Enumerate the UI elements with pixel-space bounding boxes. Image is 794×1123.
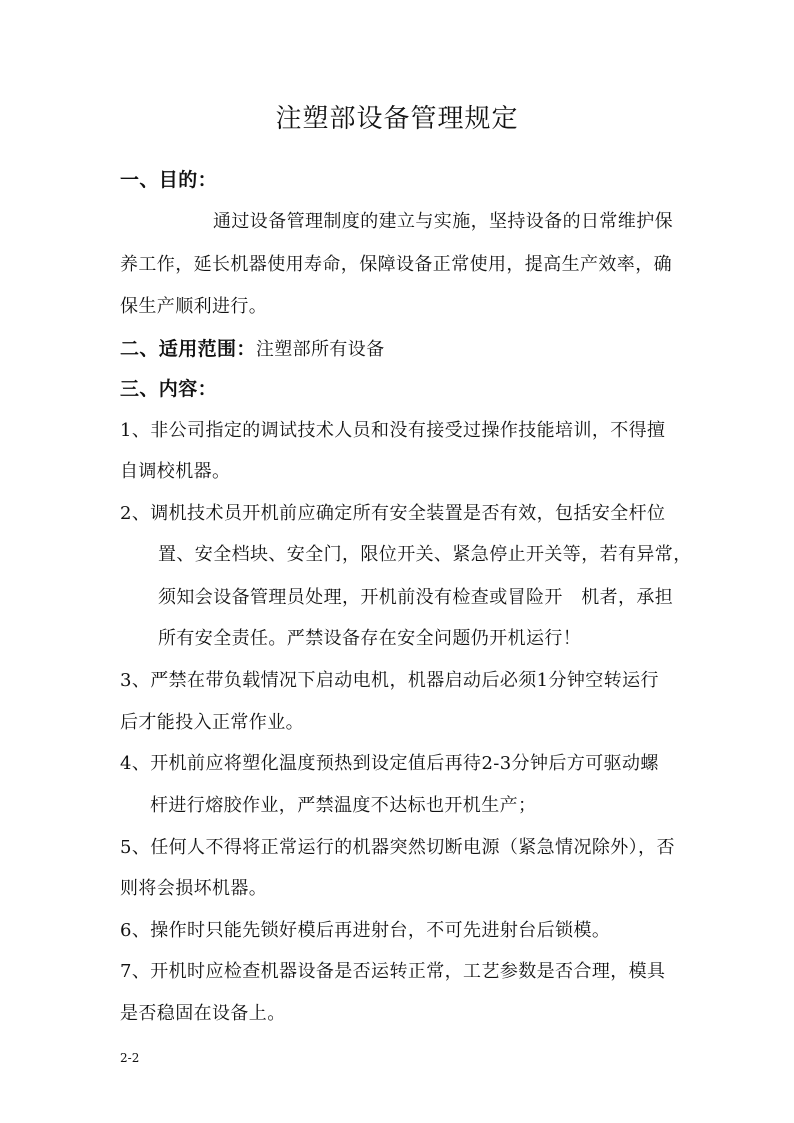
page-title: 注塑部设备管理规定 bbox=[275, 104, 519, 134]
list-item-line: 是否稳固在设备上。 bbox=[120, 1003, 286, 1024]
list-item-line: 置、安全档块、安全门，限位开关、紧急停止开关等，若有异常， bbox=[158, 544, 692, 565]
list-item-line: 则将会损坏机器。 bbox=[120, 878, 268, 899]
list-item-line: 2、调机技术员开机前应确定所有安全装置是否有效，包括安全杆位 bbox=[120, 503, 666, 524]
list-item-line: 5、任何人不得将正常运行的机器突然切断电源（紧急情况除外），否 bbox=[120, 837, 675, 858]
list-item-line: 6、操作时只能先锁好模后再进射台，不可先进射台后锁模。 bbox=[120, 920, 611, 941]
section-heading-scope bbox=[120, 337, 385, 362]
list-item-line: 3、严禁在带负载情况下启动电机，机器启动后必须1分钟空转运行 bbox=[120, 670, 659, 691]
section-heading-purpose: 一、目的： bbox=[120, 169, 218, 191]
list-item-line: 须知会设备管理员处理，开机前没有检查或冒险开 机者，承担 bbox=[158, 587, 674, 608]
list-item-line: 4、开机前应将塑化温度预热到设定值后再待2-3分钟后方可驱动螺 bbox=[120, 753, 659, 774]
page-number: 2-2 bbox=[120, 1051, 140, 1065]
list-item-line: 1、非公司指定的调试技术人员和没有接受过操作技能培训，不得擅 bbox=[120, 420, 666, 441]
paragraph-line: 通过设备管理制度的建立与实施，坚持设备的日常维护保 bbox=[213, 211, 673, 232]
section-heading-scope-label: 二、适用范围： bbox=[120, 338, 256, 360]
list-item-line: 后才能投入正常作业。 bbox=[120, 712, 304, 733]
list-item-line: 杆进行熔胶作业，严禁温度不达标也开机生产； bbox=[150, 795, 537, 816]
list-item-line: 7、开机时应检查机器设备是否运转正常，工艺参数是否合理，模具 bbox=[120, 961, 666, 982]
list-item-line: 所有安全责任。严禁设备存在安全问题仍开机运行！ bbox=[158, 628, 582, 649]
scope-text: 注塑部所有设备 bbox=[255, 339, 385, 360]
section-heading-content: 三、内容： bbox=[120, 378, 218, 400]
paragraph-line: 保生产顺利进行。 bbox=[120, 296, 268, 317]
paragraph-line: 养工作，延长机器使用寿命，保障设备正常使用，提高生产效率，确 bbox=[120, 254, 672, 275]
list-item-line: 自调校机器。 bbox=[120, 461, 231, 482]
